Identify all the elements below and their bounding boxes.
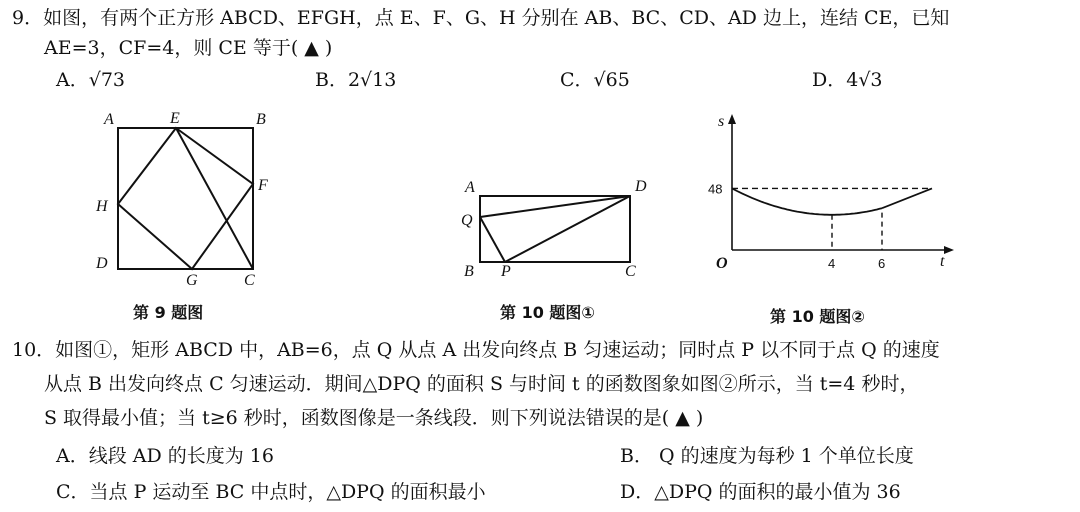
- segment-qd: [480, 196, 630, 217]
- q10-stem-line3: S 取得最小值；当 t≥6 秒时，函数图像是一条线段．则下列说法错误的是( ▲ ): [44, 407, 704, 429]
- x-axis-arrow: [944, 246, 954, 254]
- q10-option-d: D．△DPQ 的面积的最小值为 36: [620, 481, 901, 503]
- segment-pd: [505, 196, 630, 262]
- q10-option-b: B． Q 的速度为每秒 1 个单位长度: [620, 445, 914, 467]
- caption-fig10-1: 第 10 题图①: [500, 303, 595, 322]
- square-efgh: [118, 128, 253, 269]
- q9-option-c: C．√65: [560, 69, 630, 91]
- label-c: C: [625, 263, 636, 280]
- label-g: G: [186, 272, 198, 289]
- q9-option-b: B．2√13: [315, 69, 397, 91]
- q9-option-d: D．4√3: [812, 69, 883, 91]
- label-f: F: [258, 177, 268, 194]
- figure-10-1: [455, 175, 675, 285]
- x-tick-label: 6: [878, 256, 886, 271]
- label-b: B: [256, 111, 266, 128]
- segment-qp: [480, 217, 505, 262]
- origin-label: O: [716, 255, 728, 272]
- q10-option-a: A．线段 AD 的长度为 16: [56, 445, 274, 467]
- label-a: A: [465, 179, 475, 196]
- series-curve: [732, 188, 882, 214]
- y-tick-label: 48: [708, 181, 723, 197]
- figure-10-2-chart: [700, 112, 960, 282]
- label-a: A: [104, 111, 114, 128]
- q9-stem-line2: AE=3，CF=4，则 CE 等于( ▲ ): [44, 37, 333, 59]
- y-axis-label: s: [718, 113, 725, 130]
- y-axis-arrow: [728, 114, 736, 124]
- series-segment: [882, 188, 932, 208]
- square-abcd: [118, 128, 253, 269]
- label-d: D: [635, 178, 647, 195]
- label-b: B: [464, 263, 474, 280]
- figure-9: [90, 108, 290, 288]
- q10-stem-line1: 10．如图①，矩形 ABCD 中，AB=6，点 Q 从点 A 出发向终点 B 匀速运动；同时点 P 以不同于点 Q 的速度: [12, 339, 940, 361]
- q10-option-c: C．当点 P 运动至 BC 中点时，△DPQ 的面积最小: [56, 481, 486, 503]
- label-d: D: [96, 255, 108, 272]
- x-axis-label: t: [940, 253, 945, 270]
- caption-fig10-2: 第 10 题图②: [770, 307, 865, 326]
- q9-stem-line1: 9．如图，有两个正方形 ABCD、EFGH，点 E、F、G、H 分别在 AB、BC、CD、AD 边上，连结 CE，已知: [12, 7, 950, 29]
- label-p: P: [501, 263, 511, 280]
- label-q: Q: [461, 212, 473, 229]
- label-c: C: [244, 272, 255, 289]
- label-e: E: [170, 110, 180, 127]
- caption-fig9: 第 9 题图: [133, 303, 204, 322]
- x-tick-label: 4: [828, 256, 836, 271]
- q9-option-a: A．√73: [56, 69, 126, 91]
- label-h: H: [96, 198, 108, 215]
- q10-stem-line2: 从点 B 出发向终点 C 匀速运动．期间△DPQ 的面积 S 与时间 t 的函数图象如图②所示，当 t=4 秒时，: [44, 373, 919, 395]
